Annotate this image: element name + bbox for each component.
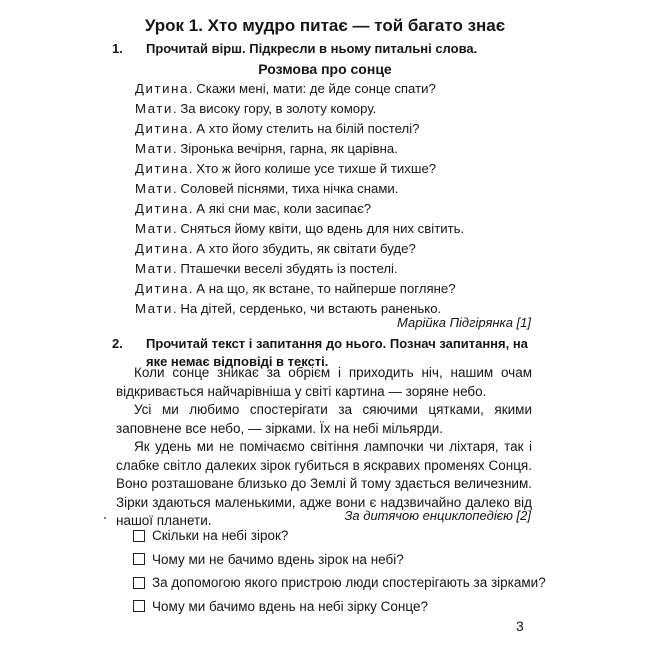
speaker: Мати [135,261,173,276]
page-number: 3 [516,618,524,634]
line-text: Пташечки веселі збудять із постелі. [180,261,398,276]
lesson-title: Урок 1. Хто мудро питає — той багато знає [144,16,506,35]
print-speck [104,517,106,519]
checkbox[interactable] [133,530,145,542]
checkbox[interactable] [133,600,145,612]
checkbox[interactable] [133,577,145,589]
speaker: Дитина [135,81,189,96]
line-text: Скажи мені, мати: де йде сонце спати? [196,81,436,96]
checkbox[interactable] [133,553,145,565]
speaker: Дитина [135,281,189,296]
question-option[interactable] [133,548,553,572]
speaker: Дитина [135,121,189,136]
line-text: А хто його збудить, як світати буде? [196,241,416,256]
speaker: Мати [135,101,173,116]
poem-line: Дитина. А які сни має, коли засипає? [135,201,372,216]
speaker: Мати [135,301,173,316]
speaker: Дитина [135,241,189,256]
poem-author: Марійка Підгірянка [1] [397,315,531,330]
speaker: Мати [135,141,173,156]
poem-line: Дитина. А на що, як встане, то найперше погляне? [135,281,456,296]
poem-line: Дитина. А хто його збудить, як світати буде? [135,241,416,256]
line-text: А які сни має, коли засипає? [196,201,372,216]
poem-title: Розмова про сонце [258,61,392,77]
question-text: Скільки на небі зірок? [152,528,289,544]
poem-line: Мати. Зіронька вечірня, гарна, як царівна. [135,141,398,156]
task-1-number: 1. [112,41,123,56]
question-option[interactable] [133,571,553,595]
speaker: Дитина [135,201,189,216]
poem-line: Мати. Соловей піснями, тиха нічка снами. [135,181,399,196]
poem-line: Мати. На дітей, серденько, чи встають раненько. [135,301,442,316]
line-text: На дітей, серденько, чи встають раненько. [180,301,442,316]
speaker: Мати [135,221,173,236]
task-2-instruction: Прочитай текст і запитання до нього. Познач запитання, на яке немає відповіді в тексті. [146,336,528,369]
poem-lines [135,79,555,319]
line-text: А на що, як встане, то найперше погляне? [196,281,456,296]
poem-line: Мати. За високу гору, в золоту комору. [135,101,377,116]
line-text: Зіронька вечірня, гарна, як царівна. [180,141,398,156]
line-text: Соловей піснями, тиха нічка снами. [180,181,399,196]
task-1-instruction: Прочитай вірш. Підкресли в ньому питальні слова. [146,41,478,56]
text-paragraph: Усі ми любимо спостерігати за сяючими цятками, якими заповнене все небо, — зірками. Їх на небі мільярди. [116,402,532,436]
poem-line: Мати. Пташечки веселі збудять із постелі. [135,261,398,276]
speaker: Мати [135,181,173,196]
question-text: За допомогою якого пристрою люди спостерігають за зірками? [152,575,546,591]
poem-line: Мати. Сняться йому квіти, що вдень для них світить. [135,221,465,236]
line-text: А хто йому стелить на білій постелі? [196,121,420,136]
speaker: Дитина [135,161,189,176]
poem-line: Дитина. А хто йому стелить на білій постелі? [135,121,420,136]
text-paragraph: Як удень ми не помічаємо світіння лампочки чи ліхтаря, так і слабке світло далеких зірок губиться в яскравих променях Сонця. Воно розташоване близько до Землі й тому здається величезним. Зірки здаються маленькими, адже вони є надзвичайно далеко від нашої планети. [116,439,532,528]
line-text: Сняться йому квіти, що вдень для них світить. [180,221,465,236]
question-list [133,524,553,618]
poem-line: Дитина. Хто ж його колише усе тихше й тихше? [135,161,437,176]
line-text: Хто ж його колише усе тихше й тихше? [196,161,437,176]
question-option[interactable] [133,595,553,619]
task-2-number: 2. [112,336,123,351]
line-text: За високу гору, в золоту комору. [180,101,377,116]
question-text: Чому ми не бачимо вдень зірок на небі? [152,551,404,567]
question-text: Чому ми бачимо вдень на небі зірку Сонце? [152,598,428,614]
text-paragraph: Коли сонце зникає за обрієм і приходить ніч, нашим очам відкривається найчарівніша у світі картина — зоряне небо. [116,365,532,399]
poem-line: Дитина. Скажи мені, мати: де йде сонце спати? [135,81,436,96]
text-source: За дитячою енциклопедією [2] [344,508,531,523]
question-option[interactable] [133,524,553,548]
